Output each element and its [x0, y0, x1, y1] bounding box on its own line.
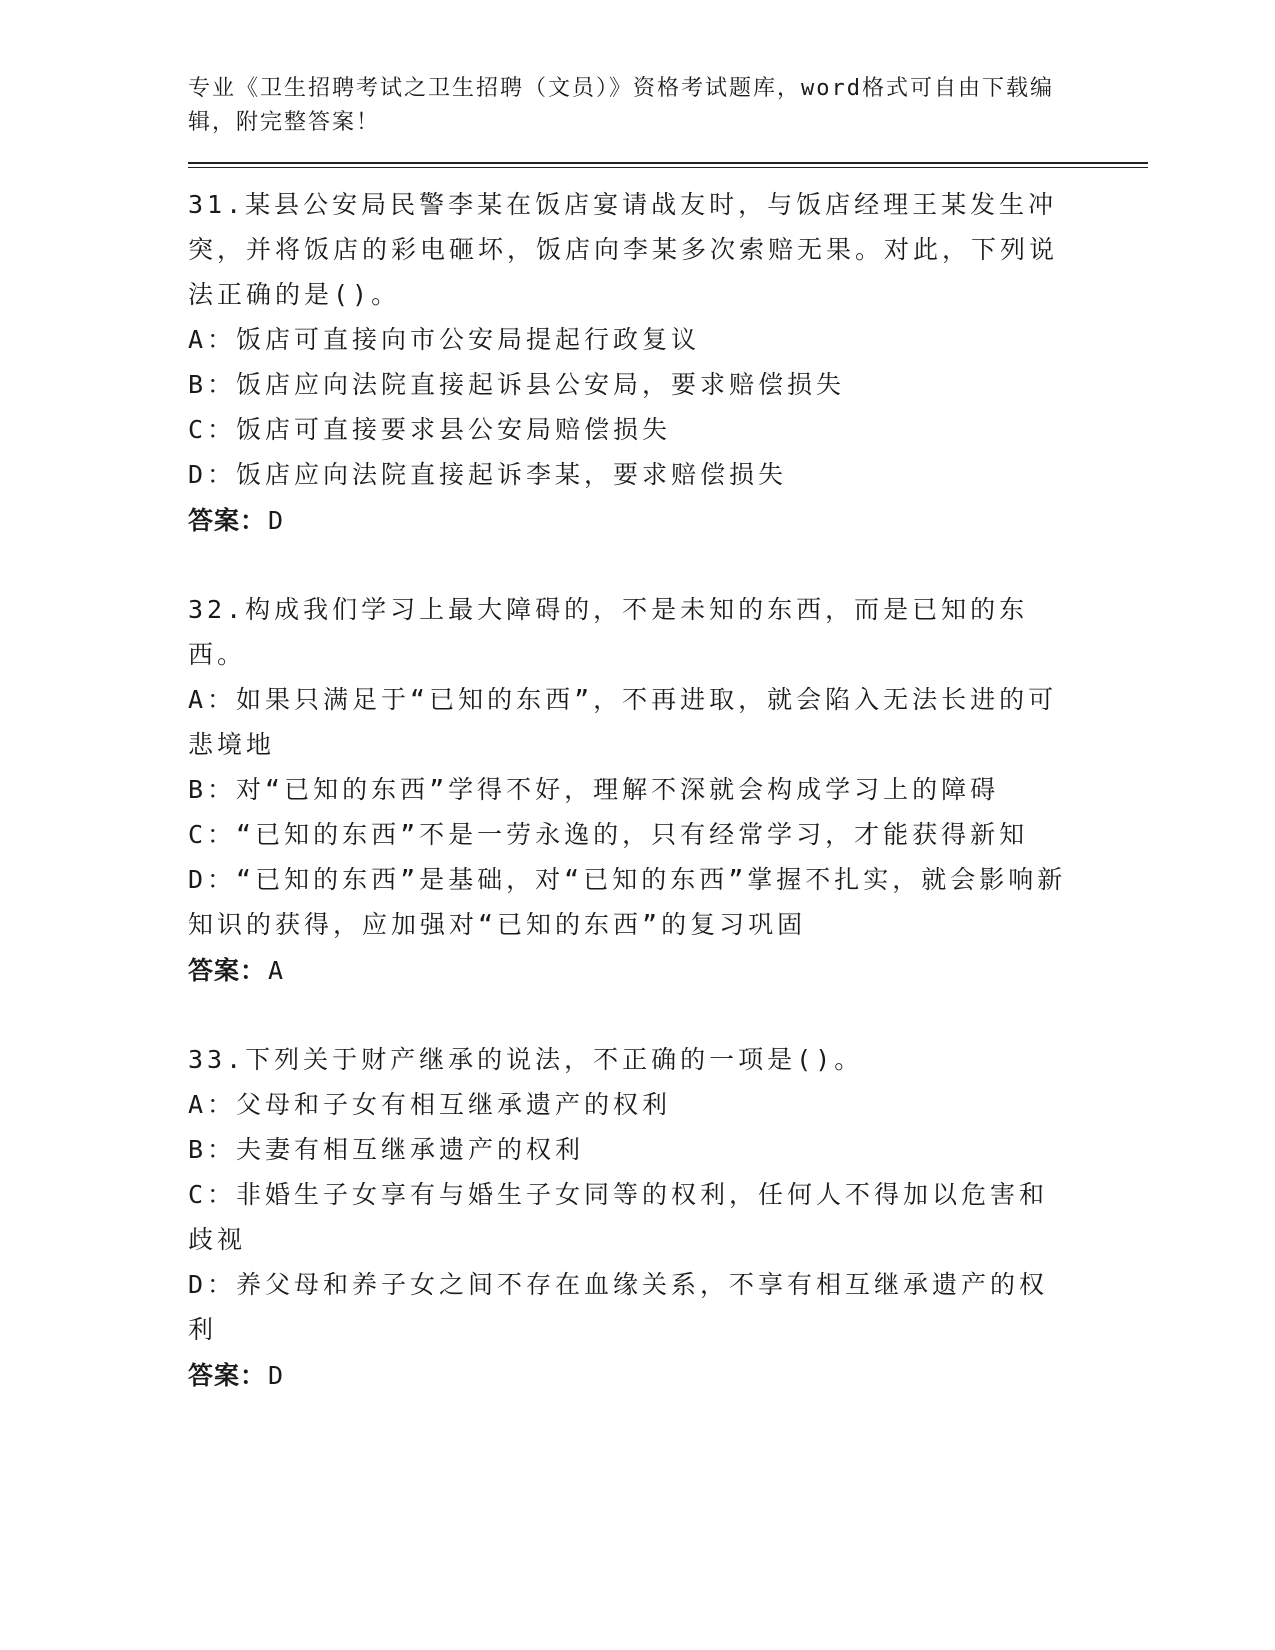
- answer-value: D: [268, 1361, 285, 1390]
- document-page: [188, 72, 1148, 1400]
- answer-value: A: [268, 956, 285, 985]
- option-d: D：“已知的东西”是基础，对“已知的东西”掌握不扎实，就会影响新知识的获得，应加强对“已知的东西”的复习巩固: [188, 865, 1067, 939]
- answer-line: [188, 1352, 1068, 1400]
- option-b: B：饭店应向法院直接起诉县公安局，要求赔偿损失: [188, 370, 846, 399]
- option-b: B：夫妻有相互继承遗产的权利: [188, 1135, 585, 1164]
- question-32: [188, 587, 1068, 995]
- option-b: B：对“已知的东西”学得不好，理解不深就会构成学习上的障碍: [188, 775, 1000, 804]
- question-stem: 33.下列关于财产继承的说法，不正确的一项是()。: [188, 1045, 864, 1074]
- option-a: A：父母和子女有相互继承遗产的权利: [188, 1090, 672, 1119]
- header-rule-thin: [188, 167, 1148, 168]
- answer-line: [188, 947, 1068, 995]
- question-stem: 31.某县公安局民警李某在饭店宴请战友时，与饭店经理王某发生冲突，并将饭店的彩电砸坏，饭店向李某多次索赔无果。对此，下列说法正确的是()。: [188, 190, 1059, 309]
- answer-label: 答案：: [188, 1361, 267, 1390]
- option-d: D：养父母和养子女之间不存在血缘关系，不享有相互继承遗产的权利: [188, 1270, 1049, 1344]
- question-33: [188, 1037, 1068, 1400]
- header-rule-thick: [188, 162, 1148, 164]
- option-c: C：非婚生子女享有与婚生子女同等的权利，任何人不得加以危害和歧视: [188, 1180, 1049, 1254]
- answer-value: D: [268, 506, 285, 535]
- option-c: C：饭店可直接要求县公安局赔偿损失: [188, 415, 672, 444]
- option-d: D：饭店应向法院直接起诉李某，要求赔偿损失: [188, 460, 788, 489]
- answer-line: [188, 497, 1068, 545]
- option-a: A：饭店可直接向市公安局提起行政复议: [188, 325, 701, 354]
- answer-label: 答案：: [188, 506, 267, 535]
- option-c: C：“已知的东西”不是一劳永逸的，只有经常学习，才能获得新知: [188, 820, 1029, 849]
- question-31: [188, 182, 1068, 545]
- question-stem: 32.构成我们学习上最大障碍的，不是未知的东西，而是已知的东西。: [188, 595, 1029, 669]
- answer-label: 答案：: [188, 956, 267, 985]
- option-a: A：如果只满足于“已知的东西”，不再进取，就会陷入无法长进的可悲境地: [188, 685, 1058, 759]
- document-header: 专业《卫生招聘考试之卫生招聘（文员）》资格考试题库，word格式可自由下载编辑，附完整答案！: [188, 76, 1054, 135]
